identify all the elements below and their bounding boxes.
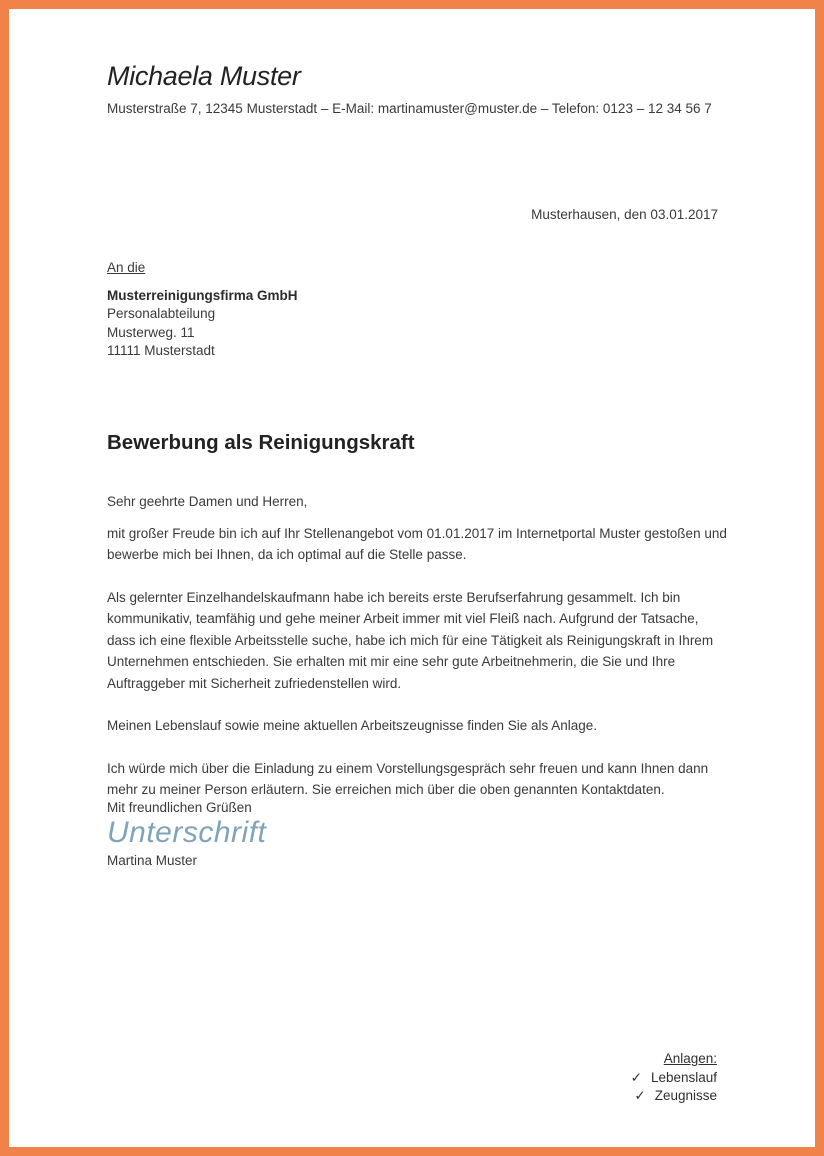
sender-contact-line: Musterstraße 7, 12345 Musterstadt – E-Mail: martinamuster@muster.de – Telefon: 0123 – 12 34 56 7 — [107, 101, 712, 116]
body-paragraph: Meinen Lebenslauf sowie meine aktuellen Arbeitszeugnisse finden Sie als Anlage. — [107, 718, 598, 733]
attachment-item — [631, 1069, 717, 1088]
attachments-title: Anlagen: — [663, 1051, 717, 1066]
body-paragraph: Als gelernter Einzelhandelskaufmann habe ich bereits erste Berufserfahrung gesammelt. Ich bin kommunikativ, teamfähig und gehe meiner Arbeit immer mit viel Fleiß nach. Aufgrund der Tatsache, dass ich eine flexible Arbeitsstelle suche, habe ich mich für eine Tätigkeit als Reinigungskraft in Ihrem Unternehmen entschieden. Sie erhalten mit mir eine sehr gute Arbeitnehmerin, die Sie und Ihre Auftraggeber mit Sicherheit zufriedenstellen wird. — [107, 589, 714, 691]
closing-name: Martina Muster — [107, 853, 198, 868]
greeting: Sehr geehrte Damen und Herren, — [107, 494, 308, 509]
check-icon: ✓ — [634, 1088, 646, 1103]
recipient-company: Musterreinigungsfirma GmbH — [107, 287, 298, 303]
check-icon: ✓ — [630, 1069, 642, 1085]
attachment-item — [631, 1087, 717, 1106]
recipient-street: Musterweg. 11 — [107, 324, 195, 340]
recipient-department: Personalabteilung — [107, 306, 216, 321]
body-paragraph: Ich würde mich über die Einladung zu einem Vorstellungsgespräch sehr freuen und kann Ihnen dann mehr zu meiner Person erläutern. Sie erreichen mich über die oben genannten Kontaktdaten. — [107, 760, 709, 797]
body-paragraph: mit großer Freude bin ich auf Ihr Stellenangebot vom 01.01.2017 im Internetportal Muster gestoßen und bewerbe mich bei Ihnen, da ich optimal auf die Stelle passe. — [107, 525, 727, 562]
recipient-city: 11111 Musterstadt — [107, 343, 215, 358]
subject-line: Bewerbung als Reinigungskraft — [107, 431, 415, 454]
recipient-address-block — [107, 259, 298, 361]
closing-regards: Mit freundlichen Grüßen — [107, 800, 252, 815]
handwritten-signature: Unterschrift — [107, 816, 267, 849]
attachment-label: Zeugnisse — [654, 1088, 717, 1103]
attachments-block — [631, 1050, 717, 1106]
sender-name: Michaela Muster — [107, 61, 301, 91]
closing-block — [107, 800, 266, 868]
letter-body — [107, 491, 727, 822]
attachment-label: Lebenslauf — [650, 1069, 717, 1085]
recipient-intro: An die — [107, 260, 146, 275]
date-line: Musterhausen, den 03.01.2017 — [531, 207, 718, 222]
